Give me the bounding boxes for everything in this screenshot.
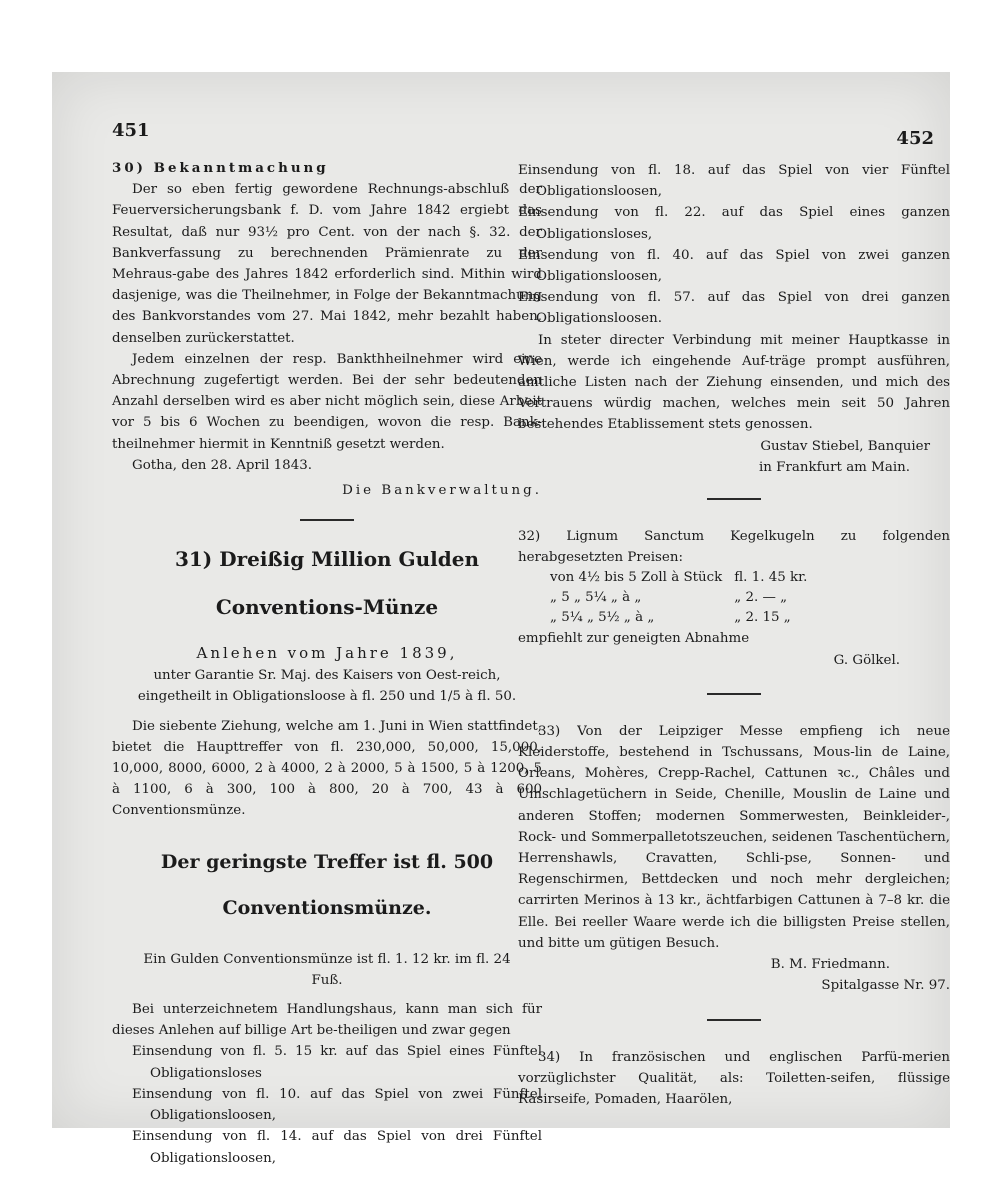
notice-32-signature: G. Gölkel. bbox=[833, 652, 900, 668]
notice-30-signature: Die Bankverwaltung. bbox=[342, 483, 542, 499]
notice-30-date: Gotha, den 28. April 1843. bbox=[132, 457, 312, 473]
price-size: von 4½ bis 5 Zoll à Stück bbox=[550, 570, 723, 586]
notice-31-para2: Bei unterzeichnetem Handlungshaus, kann man sich für dieses Anlehen auf billige Art be-theiligen und zwar gegen bbox=[112, 1002, 542, 1039]
separator-rule bbox=[707, 498, 761, 500]
notice-34-para: 34) In französischen und englischen Parfü-merien vorzüglichster Qualität, als: Toiletten-seifen, flüssige Rasirseife, Pomaden, Haarölen, bbox=[518, 1049, 950, 1107]
list-item: Einsendung von fl. 14. auf das Spiel von drei Fünftel Obligationsloosen, bbox=[132, 1129, 542, 1166]
notice-31-rate: Ein Gulden Conventionsmünze ist fl. 1. 12 kr. im fl. 24 Fuß. bbox=[143, 951, 511, 988]
notice-30-para2: Jedem einzelnen der resp. Bankthheilnehmer wird eine Abrechnung zugefertigt werden. Bei der sehr bedeutenden Anzahl derselben wird es aber nicht möglich sein, diese Arbeit vor 5 bis 6 Wochen zu beendigen, wovon die resp. Bank-theilnehmer hiermit in Kenntniß gesetzt werden. bbox=[112, 351, 542, 452]
price-table bbox=[544, 568, 813, 628]
price-value: „ 2. — „ bbox=[734, 590, 788, 606]
notice-32-recommend: empfiehlt zur geneigten Abnahme bbox=[518, 631, 750, 647]
table-row bbox=[544, 568, 813, 588]
notice-33-signature-2: Spitalgasse Nr. 97. bbox=[821, 978, 950, 994]
notice-30-para1: Der so eben fertig gewordene Rechnungs-abschluß der Feuerversicherungsbank f. D. vom Jahre 1842 ergiebt das Resultat, daß nur 93½ pro Cent. von der nach §. 32. der Bankverfassung zu berechnenden Prämienrate zu der Mehraus-gabe des Jahres 1842 erforderlich sind. Mithin wird dasjenige, was die Theilnehmer, in Folge der Bekanntmachung des Bankvorstandes vom 27. Mai 1842, mehr bezahlt haben, denselben zurückerstattet. bbox=[112, 182, 542, 346]
price-value: „ 2. 15 „ bbox=[734, 610, 791, 626]
notice-32-intro: 32) Lignum Sanctum Kegelkugeln zu folgenden herabgesetzten Preisen: bbox=[518, 529, 950, 566]
list-item: Einsendung von fl. 40. auf das Spiel von zwei ganzen Obligationsloosen, bbox=[518, 247, 950, 285]
notice-31-para1: Die siebente Ziehung, welche am 1. Juni in Wien stattfindet, bietet die Haupttreffer von fl. 230,000, 50,000, 15,000, 10,000, 8000, 6000, 2 à 4000, 2 à 2000, 5 à 1500, 5 à 1200, 5 à 1100, 6 à 300, 100 à 800, 20 à 700, 43 à 600 Conventionsmünze. bbox=[112, 718, 542, 819]
right-column bbox=[518, 160, 950, 1110]
separator-rule bbox=[707, 1019, 761, 1021]
list-item: Einsendung von fl. 10. auf das Spiel von zwei Fünftel Obligationsloosen, bbox=[132, 1086, 542, 1124]
notice-31-headline1: Der geringste Treffer ist fl. 500 bbox=[160, 850, 494, 873]
notice-31-guarantee: unter Garantie Sr. Maj. des Kaisers von Oest-reich, eingetheilt in Obligationsloose à fl. 250 und 1/5 à fl. 50. bbox=[137, 668, 517, 705]
list-item: Einsendung von fl. 22. auf das Spiel eines ganzen Obligationsloses, bbox=[518, 205, 950, 242]
notice-33-signature-1: B. M. Friedmann. bbox=[770, 957, 890, 973]
notice-31-title1: 31) Dreißig Million Gulden bbox=[174, 547, 480, 572]
notice-31-title2: Conventions-Münze bbox=[215, 595, 439, 620]
list-item: Einsendung von fl. 5. 15 kr. auf das Spiel eines Fünftel Obligationsloses bbox=[132, 1044, 542, 1081]
list-item: Einsendung von fl. 57. auf das Spiel von drei ganzen Obligationsloosen. bbox=[518, 290, 950, 327]
stiebel-signature-2: in Frankfurt am Main. bbox=[759, 459, 910, 475]
list-item: Einsendung von fl. 18. auf das Spiel von vier Fünftel Obligationsloosen, bbox=[518, 163, 950, 200]
notice-30-heading: 30) Bekanntmachung bbox=[112, 160, 329, 176]
notice-31-headline2: Conventionsmünze. bbox=[222, 896, 432, 919]
page-number-right: 452 bbox=[896, 128, 934, 149]
table-row bbox=[544, 588, 813, 608]
separator-rule bbox=[300, 519, 354, 521]
separator-rule bbox=[707, 693, 761, 695]
page-number-left: 451 bbox=[112, 120, 150, 141]
left-column bbox=[112, 158, 542, 1169]
scanned-page bbox=[52, 72, 950, 1166]
notice-31-subtitle: Anlehen vom Jahre 1839, bbox=[196, 644, 458, 663]
price-size: „ 5 „ 5¼ „ à „ bbox=[550, 590, 642, 606]
price-value: fl. 1. 45 kr. bbox=[734, 570, 808, 586]
stiebel-signature-1: Gustav Stiebel, Banquier bbox=[760, 438, 930, 454]
price-size: „ 5¼ „ 5½ „ à „ bbox=[550, 610, 655, 626]
stiebel-paragraph: In steter directer Verbindung mit meiner Hauptkasse in Wien, werde ich eingehende Auf-träge prompt ausführen, amtliche Listen nach der Ziehung einsenden, und mich des Vertrauens würdig machen, welches mein seit 50 Jahren bestehendes Etablissement stets genossen. bbox=[518, 332, 950, 433]
notice-33-para: 33) Von der Leipziger Messe empfieng ich neue Kleiderstoffe, bestehend in Tschussans, Mous-lin de Laine, Orleans, Mohères, Crepp-Rachel, Cattunen ꝛc., Châles und Umschlagetüchern in Seide, Chenille, Mouslin de Laine und anderen Stoffen; modernen Sommerwesten, Beinkleider-, Rock- und Sommerpalletotszeuchen, seidenen Taschentüchern, Herrenshawls, Cravatten, Schli-pse, Sonnen- und Regenschirmen, Bettdecken und noch mehr dergleichen; carrirten Merinos à 13 kr., ächtfarbigen Cattunen à 7–8 kr. die Elle. Bei reeller Waare werde ich die billigsten Preise stellen, und bitte um gütigen Besuch. bbox=[518, 723, 950, 951]
table-row bbox=[544, 608, 813, 628]
